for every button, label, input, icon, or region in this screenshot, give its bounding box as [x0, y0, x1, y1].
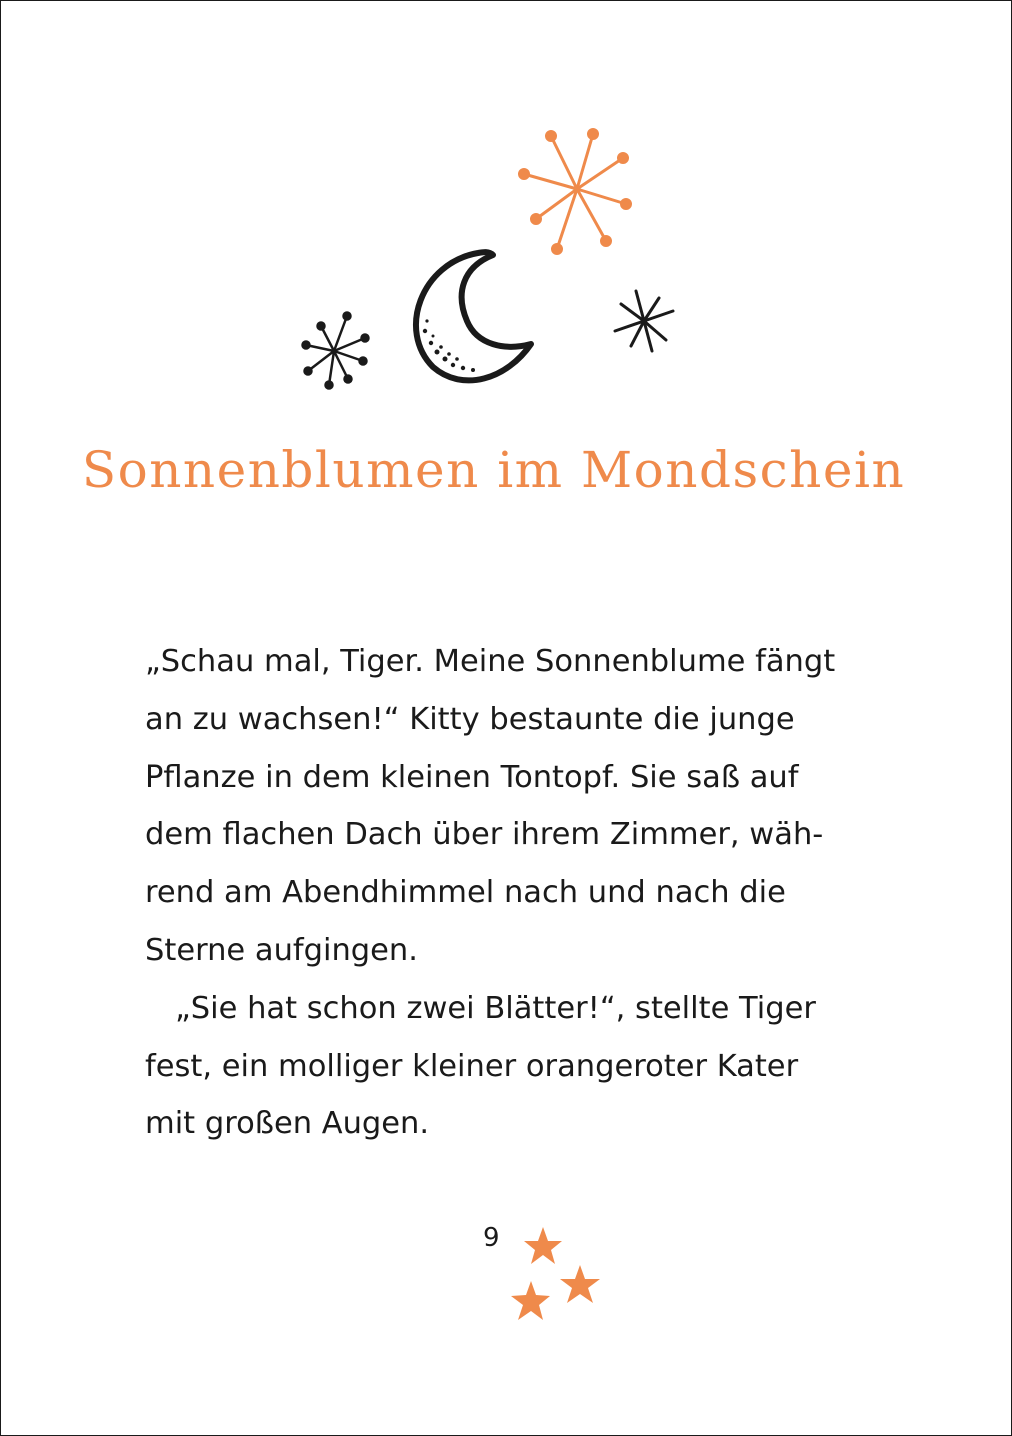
paragraph-line: Sterne aufgingen. [145, 932, 418, 968]
paragraph-line: Pflanze in dem kleinen Tontopf. Sie saß auf [145, 759, 799, 795]
paragraph-line: „Sie hat schon zwei Blätter!“, stellte Tiger [175, 990, 816, 1026]
paragraph-line: an zu wachsen!“ Kitty bestaunte die junge [145, 701, 795, 737]
paragraph-line: „Schau mal, Tiger. Meine Sonnenblume fängt [145, 644, 836, 679]
page-number: 9 [483, 1223, 500, 1253]
paragraph-line: dem flachen Dach über ihrem Zimmer, wäh- [145, 817, 824, 853]
chapter-title: Sonnenblumen im Mondschein [81, 441, 906, 499]
black-sparkle-icon [303, 313, 369, 389]
orange-star-icon [560, 1265, 600, 1303]
paragraph-line: fest, ein molliger kleiner orangeroter Kater [145, 1048, 799, 1084]
paragraph-line: mit großen Augen. [145, 1106, 430, 1142]
moon-icon [416, 252, 531, 380]
black-asterisk-icon [615, 291, 673, 351]
paragraph-line: rend am Abendhimmel nach und nach die [145, 875, 786, 911]
orange-star-icon [511, 1281, 550, 1320]
night-sky-illustration [1, 1, 1011, 421]
body-text [145, 633, 865, 1153]
orange-star-icon [524, 1227, 562, 1264]
stars-illustration [501, 1219, 611, 1329]
orange-sparkle-icon [520, 130, 631, 254]
